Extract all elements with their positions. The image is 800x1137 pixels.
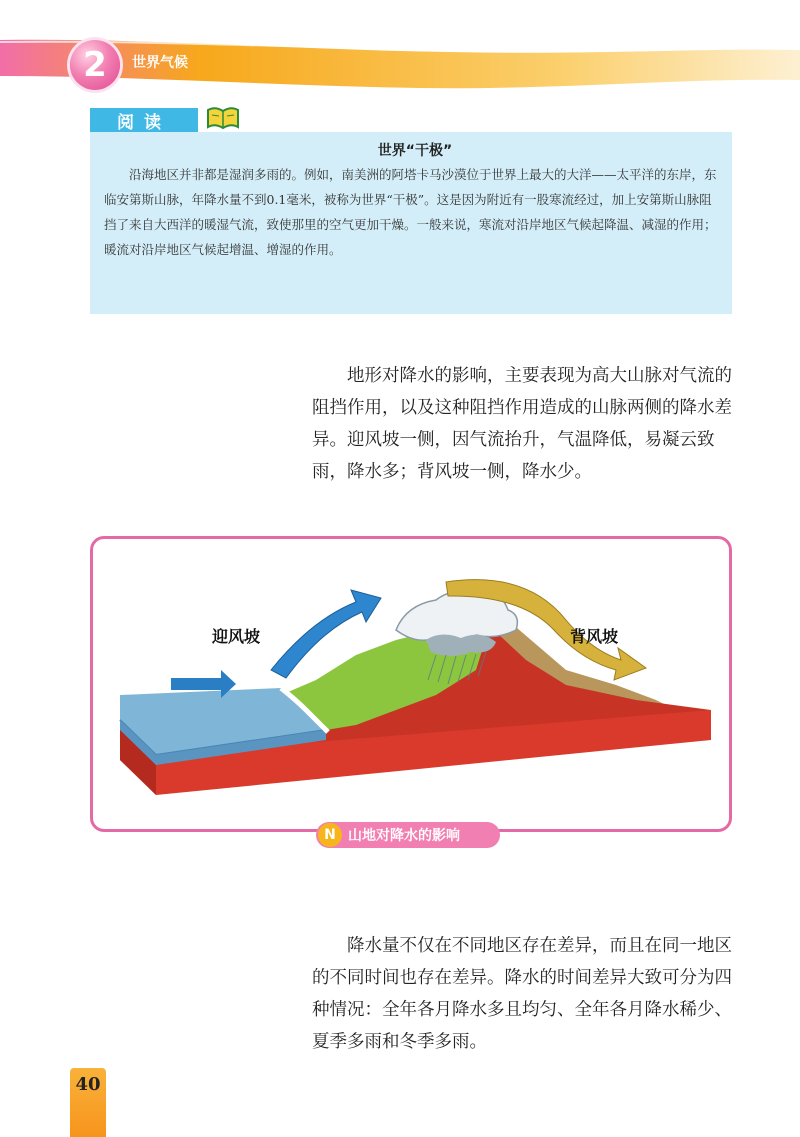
mountain-precipitation-illustration — [96, 560, 726, 810]
paragraph-temporal-precipitation: 降水量不仅在不同地区存在差异，而且在同一地区的不同时间也存在差异。降水的时间差异大致可分为四种情况：全年各月降水多且均匀、全年各月降水稀少、夏季多雨和冬季多雨。 — [312, 936, 732, 1052]
paragraph-terrain-precipitation: 地形对降水的影响，主要表现为高大山脉对气流的阻挡作用，以及这种阻挡作用造成的山脉两侧的降水差异。迎风坡一侧，因气流抬升，气温降低，易凝云致雨，降水多；背风坡一侧，降水少。 — [312, 366, 732, 482]
windward-slope-label: 迎风坡 — [212, 627, 261, 646]
reading-tab: 阅读 — [90, 108, 198, 132]
header-ribbon — [0, 30, 800, 100]
caption-text: 山地对降水的影响 — [348, 828, 460, 844]
figure-caption — [316, 822, 500, 848]
caption-badge: N — [318, 823, 342, 847]
reading-heading: 世界“干极” — [377, 143, 453, 159]
book-icon — [206, 106, 240, 130]
leeward-slope-label: 背风坡 — [570, 627, 619, 646]
chapter-title: 世界气候 — [132, 55, 188, 71]
reading-body: 沿海地区并非都是湿润多雨的。例如，南美洲的阿塔卡马沙漠位于世界上最大的大洋——太平洋的东岸，东临安第斯山脉，年降水量不到0.1毫米，被称为世界“干极”。这是因为附近有一股寒流经过，加上安第斯山脉阻挡了来自大西洋的暖湿气流，致使那里的空气更加干燥。一般来说，寒流对沿岸地区气候起降温、减湿的作用；暖流对沿岸地区气候起增温、增湿的作用。 — [104, 167, 717, 257]
page-number: 40 — [75, 1074, 101, 1095]
chapter-number-badge: 2 — [70, 40, 120, 90]
